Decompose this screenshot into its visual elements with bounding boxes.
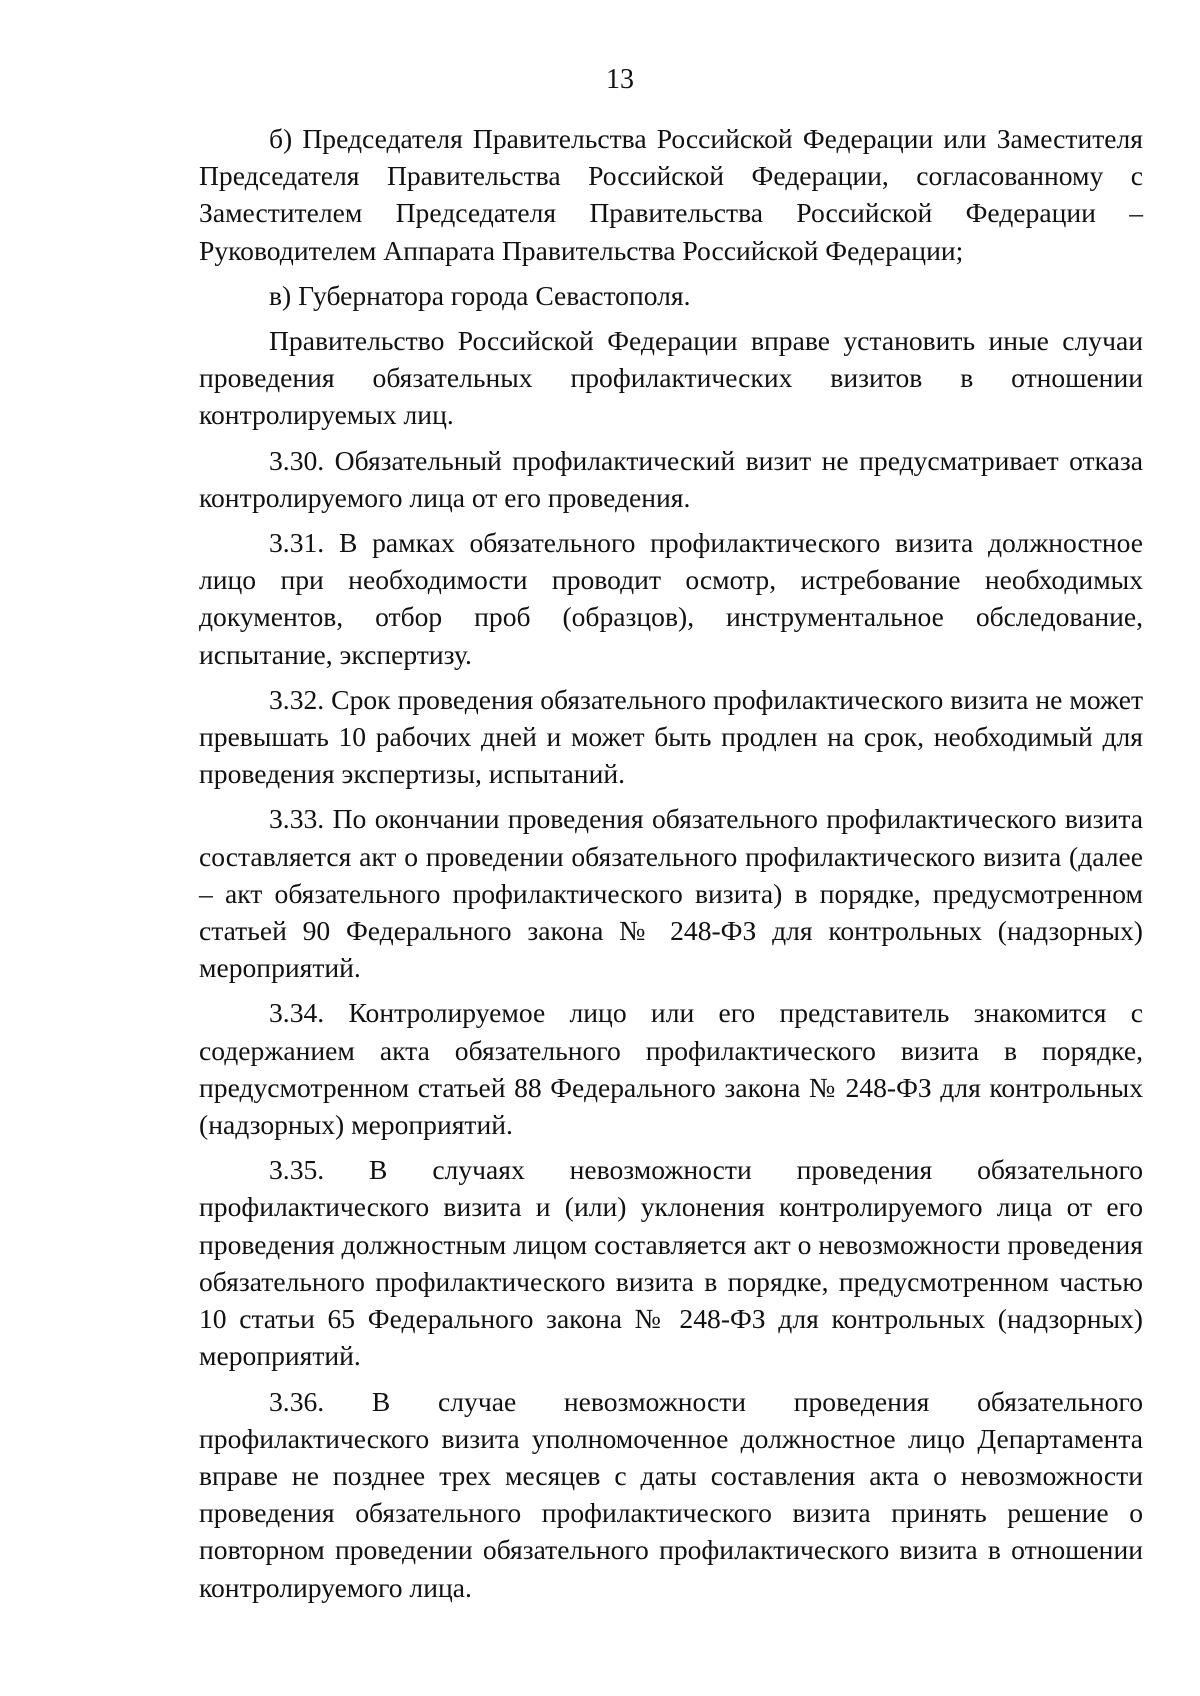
paragraph-item-v: в) Губернатора города Севастополя. [269,279,691,311]
paragraph-government-right: Правительство Российской Федерации вправе установить иные случаи проведения обязательных профилактических визитов в отношении контролируемых лиц. [199,325,1143,431]
paragraph-3-36: 3.36. В случае невозможности проведения обязательного профилактического визита уполномоченное должностное лицо Департамента вправе не позднее трех месяцев с даты составления акта о невозможности проведения обязательного профилактического визита принять решение о повторном проведении обязательного профилактического визита в отношении контролируемого лица. [199,1385,1143,1603]
page-number: 13 [606,64,634,95]
paragraph-3-33: 3.33. По окончании проведения обязательного профилактического визита составляется акт о проведении обязательного профилактического визита (далее – акт обязательного профилактического визита) в порядке, предусмотренном статьей 90 Федерального закона № 248-ФЗ для контрольных (надзорных) мероприятий. [199,803,1143,984]
paragraph-3-34: 3.34. Контролируемое лицо или его представитель знакомится с содержанием акта обязательного профилактического визита в порядке, предусмотренном статьей 88 Федерального закона № 248-ФЗ для контрольных (надзорных) мероприятий. [199,997,1143,1141]
document-body [199,120,1143,1614]
paragraph-3-35: 3.35. В случаях невозможности проведения обязательного профилактического визита и (или) уклонения контролируемого лица от его проведения должностным лицом составляется акт о невозможности проведения обязательного профилактического визита в порядке, предусмотренном частью 10 статьи 65 Федерального закона № 248-ФЗ для контрольных (надзорных) мероприятий. [199,1154,1143,1372]
paragraph-3-32: 3.32. Срок проведения обязательного профилактического визита не может превышать 10 рабочих дней и может быть продлен на срок, необходимый для проведения экспертизы, испытаний. [199,683,1143,790]
paragraph-item-b: б) Председателя Правительства Российской Федерации или Заместителя Председателя Правительства Российской Федерации, согласованному с Заместителем Председателя Правительства Российской Федерации – Руководителем Аппарата Правительства Российской Федерации; [199,123,1143,266]
paragraph-3-30: 3.30. Обязательный профилактический визит не предусматривает отказа контролируемого лица от его проведения. [199,444,1143,513]
paragraph-3-31: 3.31. В рамках обязательного профилактического визита должностное лицо при необходимости проводит осмотр, истребование необходимых документов, отбор проб (образцов), инструментальное обследование, испытание, экспертизу. [199,527,1143,670]
